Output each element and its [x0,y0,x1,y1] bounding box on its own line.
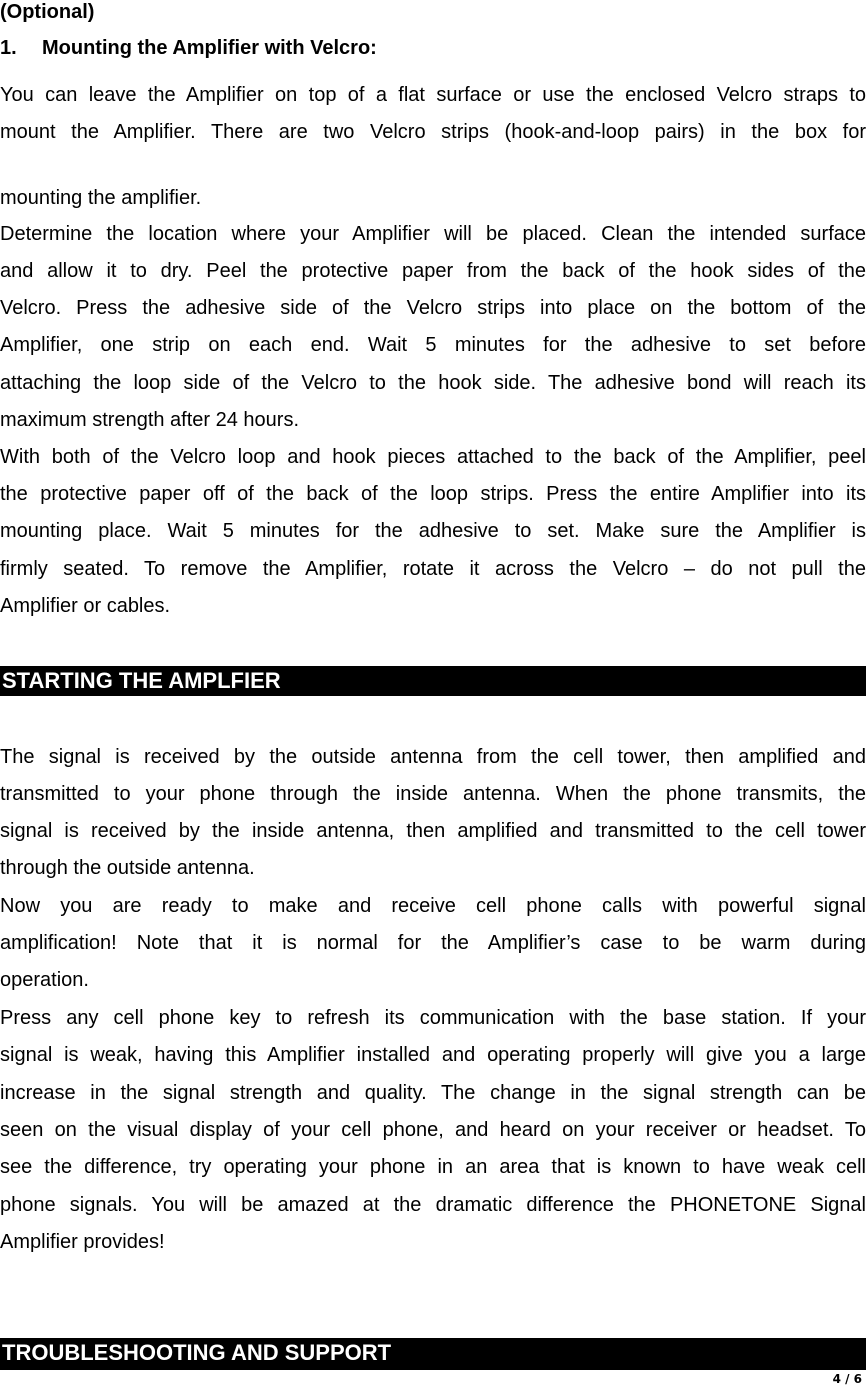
text-line: see the difference, try operating your phone in an area that is known to have weak cell [0,1156,866,1178]
text-line: signal is weak, having this Amplifier installed and operating properly will give you a large [0,1044,866,1066]
text-line: Amplifier provides! [0,1231,165,1253]
text-line: mounting place. Wait 5 minutes for the adhesive to set. Make sure the Amplifier is [0,520,866,542]
text-line: Press any cell phone key to refresh its communication with the base station. If your [0,1007,866,1029]
text-line: transmitted to your phone through the inside antenna. When the phone transmits, the [0,783,866,805]
text-line: With both of the Velcro loop and hook pieces attached to the back of the Amplifier, peel [0,446,866,468]
text-line: phone signals. You will be amazed at the dramatic difference the PHONETONE Signal [0,1194,866,1216]
text-line: firmly seated. To remove the Amplifier, rotate it across the Velcro – do not pull the [0,558,866,580]
text-line: Amplifier or cables. [0,595,171,617]
text-line: Now you are ready to make and receive cell phone calls with powerful signal [0,895,866,917]
text-line: through the outside antenna. [0,857,255,879]
text-line: signal is received by the inside antenna, then amplified and transmitted to the cell tower [0,820,866,842]
text-line: and allow it to dry. Peel the protective paper from the back of the hook sides of the [0,260,866,282]
text-line: attaching the loop side of the Velcro to the hook side. The adhesive bond will reach its [0,372,866,394]
step-number: 1. [0,37,17,59]
text-line: seen on the visual display of your cell phone, and heard on your receiver or headset. To [0,1119,866,1141]
text-line: maximum strength after 24 hours. [0,409,300,431]
text-line: You can leave the Amplifier on top of a flat surface or use the enclosed Velcro straps to [0,84,866,106]
text-line: The signal is received by the outside antenna from the cell tower, then amplified and [0,746,866,768]
step-title: Mounting the Amplifier with Velcro: [42,37,377,59]
text-line: operation. [0,969,89,991]
text-line: mounting the amplifier. [0,187,202,209]
text-line: Determine the location where your Amplifier will be placed. Clean the intended surface [0,223,866,245]
optional-label: (Optional) [0,1,95,23]
section-title-starting: STARTING THE AMPLFIER [0,666,866,696]
text-line: the protective paper off of the back of the loop strips. Press the entire Amplifier into its [0,483,866,505]
step-heading [0,36,866,60]
text-line: amplification! Note that it is normal for the Amplifier’s case to be warm during [0,932,866,954]
text-line: mount the Amplifier. There are two Velcro strips (hook-and-loop pairs) in the box for [0,121,866,143]
text-line: Velcro. Press the adhesive side of the Velcro strips into place on the bottom of the [0,297,866,319]
page-number: 4 / 6 [832,1372,862,1386]
section-title-troubleshooting: TROUBLESHOOTING AND SUPPORT [0,1338,866,1370]
text-line: increase in the signal strength and quality. The change in the signal strength can be [0,1082,866,1104]
text-line: Amplifier, one strip on each end. Wait 5 minutes for the adhesive to set before [0,334,866,356]
